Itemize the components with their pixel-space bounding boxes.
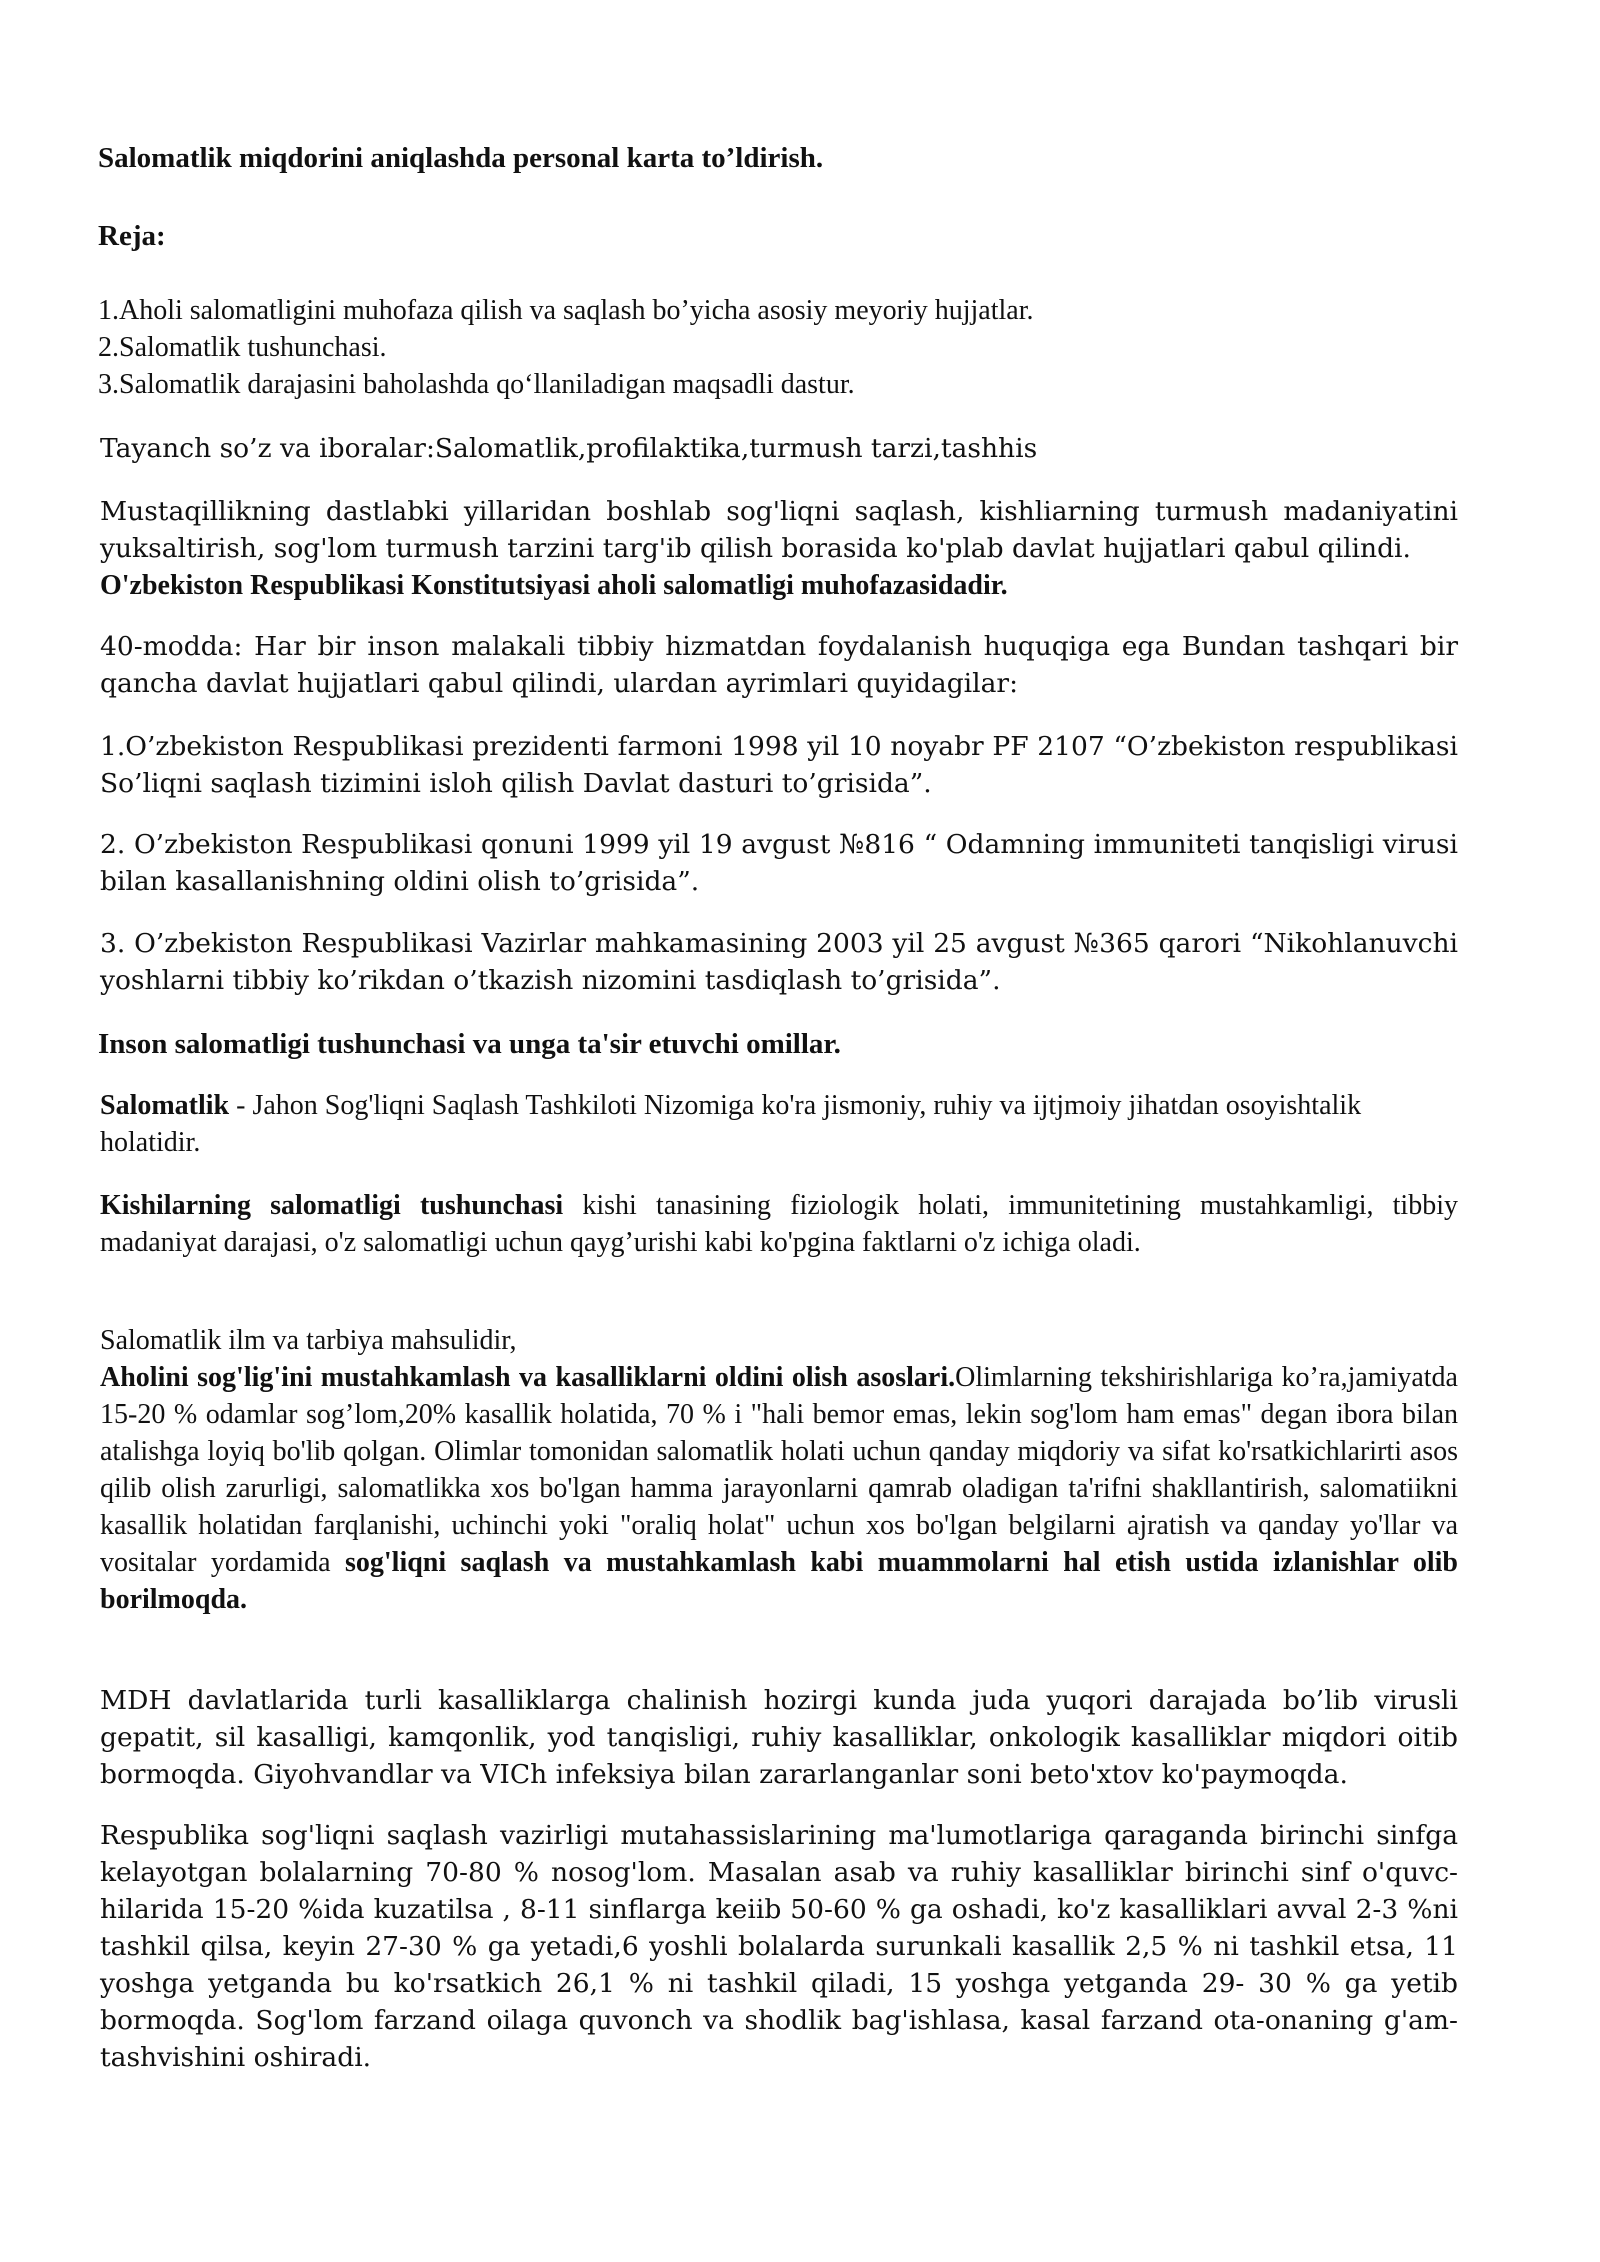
keywords-line: Tayanch so’z va iboralar:Salomatlik,profilaktika,turmush tarzi,tashhis — [100, 433, 1038, 464]
document-item: 3. O’zbekiston Respublikasi Vazirlar mahkamasining 2003 yil 25 avgust №365 qarori “Nikohlanuvchi yoshlarni tibbiy ko’rikdan o’tkazish nizomini tasdiqlash to’grisida”. — [100, 928, 1458, 996]
plan-heading: Reja: — [98, 220, 166, 252]
intro-bold: O'zbekiston Respublikasi Konstitutsiyasi aholi salomatligi muhofazasidadir. — [100, 570, 1008, 601]
concept-paragraph — [100, 1187, 1458, 1261]
concept-term: Kishilarning salomatligi tushunchasi — [100, 1190, 564, 1221]
upbringing-bold-lead: Aholini sog'lig'ini mustahkamlash va kasalliklarni oldini olish asoslari. — [100, 1362, 956, 1393]
document-item: 2. O’zbekiston Respublikasi qonuni 1999 yil 19 avgust №816 “ Odamning immuniteti tanqisligi virusi bilan kasallanishning oldini olish to’grisida”. — [100, 829, 1458, 897]
plan-item: 2.Salomatlik tushunchasi. — [98, 332, 387, 363]
concept-text: kishi tanasining fiziologik holati, immunitetining mustahkamligi, tibbiy madaniyat darajasi, o'z salomatligi uchun qayg’urishi kabi ko'pgina faktlarni o'z ichiga oladi. — [100, 1190, 1458, 1258]
upbringing-bold-tail: sog'liqni saqlash va mustahkamlash kabi muammolarni hal etish ustida izlanishlar olib borilmoqda. — [100, 1547, 1458, 1615]
document-item: 1.O’zbekiston Respublikasi prezidenti farmoni 1998 yil 10 noyabr PF 2107 “O’zbekiston respublikasi So’liqni saqlash tizimini isloh qilish Davlat dasturi to’grisida”. — [100, 731, 1458, 799]
definition-paragraph — [100, 1087, 1458, 1161]
plan-list — [98, 292, 1456, 403]
document-title: Salomatlik miqdorini aniqlashda personal karta to’ldirish. — [98, 142, 824, 174]
article-40-paragraph: 40-modda: Har bir inson malakali tibbiy hizmatdan foydalanish huquqiga ega Bundan tashqari bir qancha davlat hujjatlari qabul qilindi, ulardan ayrimlari quyidagilar: — [100, 631, 1458, 699]
definition-term: Salomatlik — [100, 1090, 230, 1121]
intro-paragraph — [100, 493, 1458, 604]
upbringing-body — [100, 1359, 1458, 1618]
section-heading: Inson salomatligi tushunchasi va unga ta'sir etuvchi omillar. — [98, 1028, 841, 1060]
definition-text: - Jahon Sog'liqni Saqlash Tashkiloti Nizomiga ko'ra jismoniy, ruhiy va ijtjmoiy jihatdan osoyishtalik holatidir. — [100, 1090, 1362, 1158]
upbringing-first-line: Salomatlik ilm va tarbiya mahsulidir, — [100, 1325, 517, 1356]
intro-text: Mustaqillikning dastlabki yillaridan boshlab sog'liqni saqlash, kishliarning turmush madaniyatini yuksaltirish, sog'lom turmush tarzini targ'ib qilish borasida ko'plab davlat hujjatlari qabul qilindi. — [100, 496, 1458, 564]
upbringing-text: Olimlarning tekshirishlariga ko’ra,jamiyatda 15-20 % odamlar sog’lom,20% kasallik holatida, 70 % i "hali bemor emas, lekin sog'lom ham emas" degan ibora bilan atalishga loyiq bo'lib qolgan. Olimlar tomonidan salomatlik holati uchun qanday miqdoriy va sifat ko'rsatkichlarirti asos qilib olish zarurligi, salomatlikka xos bo'lgan hamma jarayonlarni qamrab oladigan ta'rifni shakllantirish, salomatiikni kasallik holatidan farqlanishi, uchinchi yoki "oraliq holat" uchun xos bo'lgan belgilarni ajratish va qanday yo'llar va vositalar yordamida — [100, 1362, 1458, 1578]
cis-paragraph: MDH davlatlarida turli kasalliklarga chalinish hozirgi kunda juda yuqori darajada bo’lib virusli gepatit, sil kasalligi, kamqonlik, yod tanqisligi, ruhiy kasalliklar, onkologik kasalliklar miqdori oitib bormoqda. Giyohvandlar va VICh infeksiya bilan zararlanganlar soni beto'xtov ko'paymoqda. — [100, 1685, 1458, 1790]
plan-item: 3.Salomatlik darajasini baholashda qo‘llaniladigan maqsadli dastur. — [98, 369, 855, 400]
upbringing-paragraph — [100, 1322, 1458, 1618]
plan-item: 1.Aholi salomatligini muhofaza qilish va saqlash bo’yicha asosiy meyoriy hujjatlar. — [98, 295, 1034, 326]
ministry-paragraph: Respublika sog'liqni saqlash vazirligi mutahassislarining ma'lumotlariga qaraganda birinchi sinfga kelayotgan bolalarning 70-80 % nosog'lom. Masalan asab va ruhiy kasalliklar birinchi sinf o'quvc-hilarida 15-20 %ida kuzatilsa , 8-11 sinflarga keiib 50-60 % ga oshadi, ko'z kasalliklari avval 2-3 %ni tashkil qilsa, keyin 27-30 % ga yetadi,6 yoshli bolalarda surunkali kasallik 2,5 % ni tashkil etsa, 11 yoshga yetganda bu ko'rsatkich 26,1 % ni tashkil qiladi, 15 yoshga yetganda 29- 30 % ga yetib bormoqda. Sog'lom farzand oilaga quvonch va shodlik bag'ishlasa, kasal farzand ota-onaning g'am-tashvishini oshiradi. — [100, 1820, 1458, 2073]
